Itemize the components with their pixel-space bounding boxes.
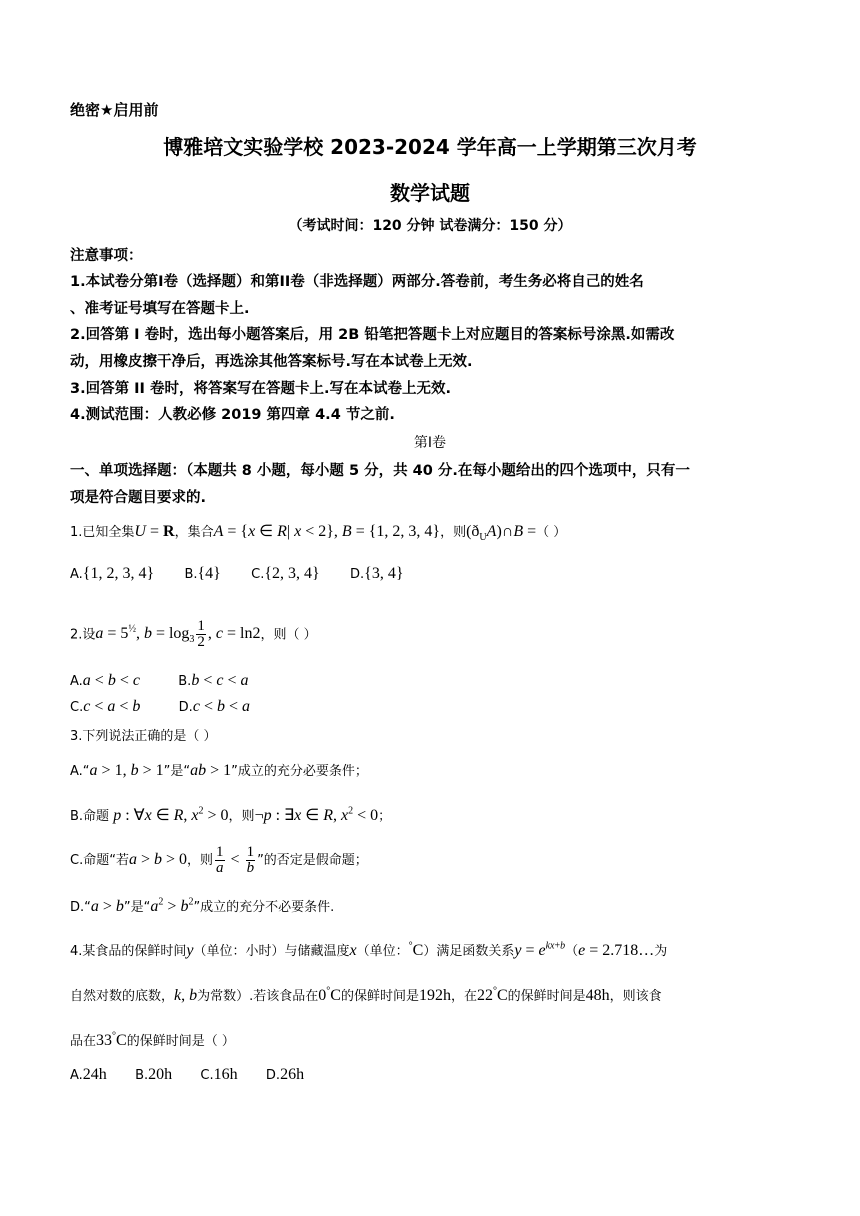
subject-title: 数学试题 — [390, 181, 470, 205]
q4-options — [70, 1066, 304, 1084]
q1-option-c: C.{2, 3, 4} — [251, 565, 320, 582]
q1-expression: $(ð_UA)\cap B$ = — [466, 523, 537, 544]
q3-option-a: A.“a > 1, b > 1”是“ab > 1”成立的充分必要条件； — [70, 762, 368, 779]
section-instruction-line-2: 项是符合题目要求的. — [70, 490, 207, 506]
q4-option-a: A.24h — [70, 1066, 107, 1083]
question-3-stem: 3.下列说法正确的是（ ） — [70, 729, 217, 744]
q2-expression: $a = 5^{\frac{1}{2}}$, $b = \log_3$ $\frac{1}{2}$ , c = ln2 — [95, 618, 261, 651]
q2-option-b: B.b < c < a — [178, 672, 249, 689]
q1-suffix: （ ） — [536, 525, 567, 540]
q1-mid2: ，则 — [440, 525, 467, 540]
note-1-line-2: 、准考证号填写在答题卡上. — [70, 301, 250, 317]
question-4-line-3: 品在33°C的保鲜时间是（ ） — [70, 1030, 235, 1049]
question-2 — [70, 610, 317, 661]
q1-prefix: 1.已知全集 — [70, 525, 135, 540]
question-4-line-1: 4.某食品的保鲜时间y（单位：小时）与储藏温度x（单位：°C）满足函数关系$y = e^{kx+b}(e$ = 2.718…为 — [70, 940, 668, 959]
note-2-line-2: 动，用橡皮擦干净后，再选涂其他答案标号.写在本试卷上无效. — [70, 354, 473, 370]
q1-mid1: ，集合 — [174, 525, 214, 540]
q4-option-c: C.16h — [200, 1066, 238, 1083]
q4-option-b: B.20h — [135, 1066, 173, 1083]
note-4: 4.测试范围：人教必修 2019 第四章 4.4 节之前. — [70, 407, 395, 423]
school-title: 博雅培文实验学校 2023-2024 学年高一上学期第三次月考 — [163, 135, 697, 159]
q1-universal-set: U = R — [134, 523, 175, 540]
q3-option-b: B.命题 p : ∀x ∈ R, $x^2 > 0$，则¬p : ∃x ∈ R, $x^2 < 0$； — [70, 805, 392, 824]
secret-label: 绝密★启用前 — [70, 101, 159, 119]
q2-suffix: ，则（ ） — [260, 627, 317, 643]
q2-option-a: A.a < b < c — [70, 672, 140, 689]
question-1 — [70, 521, 566, 543]
section-instruction-line-1: 一、单项选择题：（本题共 8 小题，每小题 5 分，共 40 分.在每小题给出的四个选项中，只有一 — [70, 463, 690, 479]
q1-option-b: B.{4} — [184, 565, 221, 582]
note-3: 3.回答第 II 卷时，将答案写在答题卡上.写在本试卷上无效. — [70, 381, 451, 397]
q4-option-d: D.26h — [265, 1066, 305, 1083]
q2-prefix: 2.设 — [70, 627, 96, 643]
question-4-line-2: 自然对数的底数，k, b为常数）.若该食品在0°C的保鲜时间是192h，在22°C的保鲜时间是48h，则该食 — [70, 985, 662, 1004]
part-1-label: 第Ⅰ卷 — [413, 435, 447, 451]
exam-info: （考试时间：120 分钟 试卷满分：150 分） — [288, 218, 572, 234]
q1-options — [70, 565, 404, 583]
q2-options-row-1 — [70, 672, 248, 690]
q1-option-d: D.{3, 4} — [350, 565, 404, 582]
note-1-line-1: 1.本试卷分第Ⅰ卷（选择题）和第ⅠⅠ卷（非选择题）两部分.答卷前，考生务必将自己的姓名 — [70, 274, 644, 290]
q3-option-d: D.“a > b”是“$a^2 > b^2$”成立的充分不必要条件. — [70, 896, 335, 915]
note-2-line-1: 2.回答第 I 卷时，选出每小题答案后，用 2B 铅笔把答题卡上对应题目的答案标号涂黑.如需改 — [70, 327, 675, 343]
q1-sets: A = {x ∈ R| x < 2}, B = {1, 2, 3, 4} — [213, 523, 441, 540]
q2-option-c: C.c < a < b — [70, 698, 141, 715]
q1-option-a: A.{1, 2, 3, 4} — [70, 565, 155, 582]
q3-option-c: C.命题“若a > b > 0，则 $\frac{1}{a}$ < $\frac{1}{b}$ ”的否定是假命题； — [70, 843, 368, 876]
notes-heading: 注意事项： — [70, 248, 143, 264]
q2-option-d: D.c < b < a — [178, 698, 250, 715]
q2-options-row-2 — [70, 698, 250, 716]
